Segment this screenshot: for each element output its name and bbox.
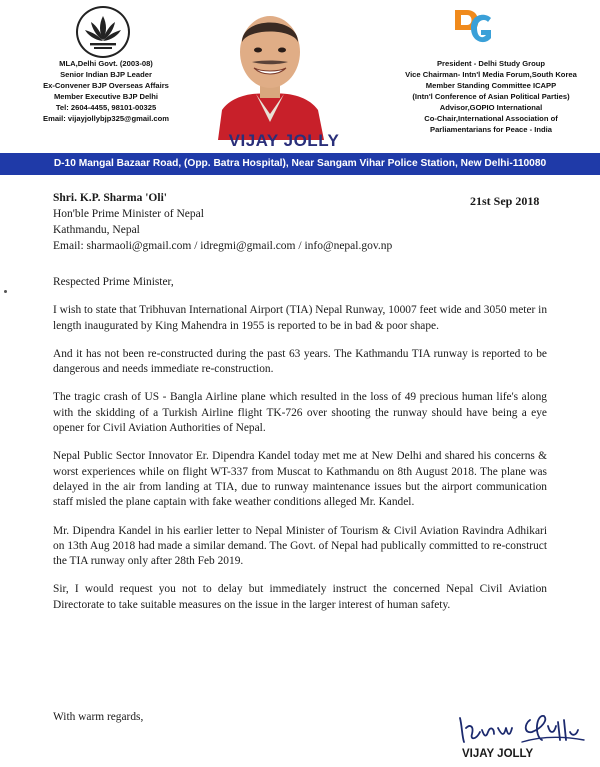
letterhead-left-credentials bbox=[6, 58, 206, 124]
credential-line: Co-Chair,International Association of bbox=[424, 114, 558, 123]
recipient-title: Hon'ble Prime Minister of Nepal bbox=[53, 208, 204, 220]
handwritten-signature bbox=[452, 706, 592, 750]
credential-line: Senior Indian BJP Leader bbox=[60, 70, 152, 79]
credential-line: Advisor,GOPIO International bbox=[439, 103, 543, 112]
recipient-location: Kathmandu, Nepal bbox=[53, 224, 140, 236]
body-paragraph: I wish to state that Tribhuvan International Airport (TIA) Nepal Runway, 10007 feet wide and 3050 meter in length inaugurated by King Mahendra in 1955 is reported to be in bad & poor shape. bbox=[53, 304, 548, 332]
address-bar: D-10 Mangal Bazaar Road, (Opp. Batra Hospital), Near Sangam Vihar Police Station, New Delhi-110080 bbox=[0, 153, 600, 175]
salutation: Respected Prime Minister, bbox=[53, 276, 174, 288]
recipient-block bbox=[53, 190, 473, 254]
signatory-name: VIJAY JOLLY bbox=[462, 748, 534, 760]
letterhead-right-credentials bbox=[388, 58, 594, 135]
bjp-lotus-logo bbox=[76, 6, 130, 58]
credential-line: MLA,Delhi Govt. (2003-08) bbox=[59, 59, 153, 68]
body-paragraph: Mr. Dipendra Kandel in his earlier letter to Nepal Minister of Tourism & Civil Aviation Ravindra Adhikari on 13th Aug 2018 had made a similar demand. The Govt. of Nepal had publically committed to re-construct the TIA runway only after 28th Feb 2019. bbox=[53, 524, 547, 568]
credential-line: President - Delhi Study Group bbox=[436, 59, 545, 68]
letterhead-name: VIJAY JOLLY bbox=[228, 131, 340, 150]
credential-line: Ex-Convener BJP Overseas Affairs bbox=[43, 81, 169, 90]
recipient-name: Shri. K.P. Sharma 'Oli' bbox=[53, 192, 167, 204]
body-paragraph: Sir, I would request you not to delay but immediately instruct the concerned Nepal Civil Aviation Directorate to take suitable measures on the issue in the larger interest of human safety. bbox=[53, 583, 547, 611]
credential-line: Parliamentarians for Peace - India bbox=[430, 125, 552, 134]
closing-line: With warm regards, bbox=[53, 711, 144, 723]
body-paragraph: The tragic crash of US - Bangla Airline plane which resulted in the loss of 49 precious human life's along with the skidding of a Turkish Airline flight TK-726 over shooting the runway should have being a eye opener for Civil Aviation Authorities of Nepal. bbox=[53, 391, 547, 435]
body-paragraph: And it has not been re-constructed during the past 63 years. The Kathmandu TIA runway is reported to be dangerous and needs immediate re-construction. bbox=[53, 347, 547, 376]
credential-line: (Intn'l Conference of Asian Political Parties) bbox=[412, 92, 570, 101]
credential-line: Tel: 2604-4455, 98101-00325 bbox=[55, 103, 157, 112]
body-paragraph: Nepal Public Sector Innovator Er. Dipendra Kandel today met me at New Delhi and shared his concerns & worst experiences while on flight WT-337 from Muscat to Kathmandu on 8th August 2018. The plane was delayed in the air from landing at TIA, due to runway maintenance issues but the airport communication staff misled the plane captain with fake weather conditions alleged Mr. Kandel. bbox=[53, 450, 547, 509]
credential-line: Member Executive BJP Delhi bbox=[53, 92, 159, 101]
delhi-study-group-logo bbox=[451, 4, 495, 54]
credential-line: Email: vijayjollybjp325@gmail.com bbox=[43, 114, 169, 123]
credential-line: Vice Chairman- Intn'l Media Forum,South Korea bbox=[405, 70, 577, 79]
letterhead bbox=[0, 0, 600, 155]
portrait-photo bbox=[212, 2, 328, 140]
recipient-email: Email: sharmaoli@gmail.com / idregmi@gmail.com / info@nepal.gov.np bbox=[53, 240, 393, 252]
letter-date: 21st Sep 2018 bbox=[470, 194, 540, 208]
credential-line: Member Standing Committee ICAPP bbox=[425, 81, 557, 90]
scan-speck bbox=[4, 290, 7, 293]
letter-body bbox=[53, 275, 547, 626]
